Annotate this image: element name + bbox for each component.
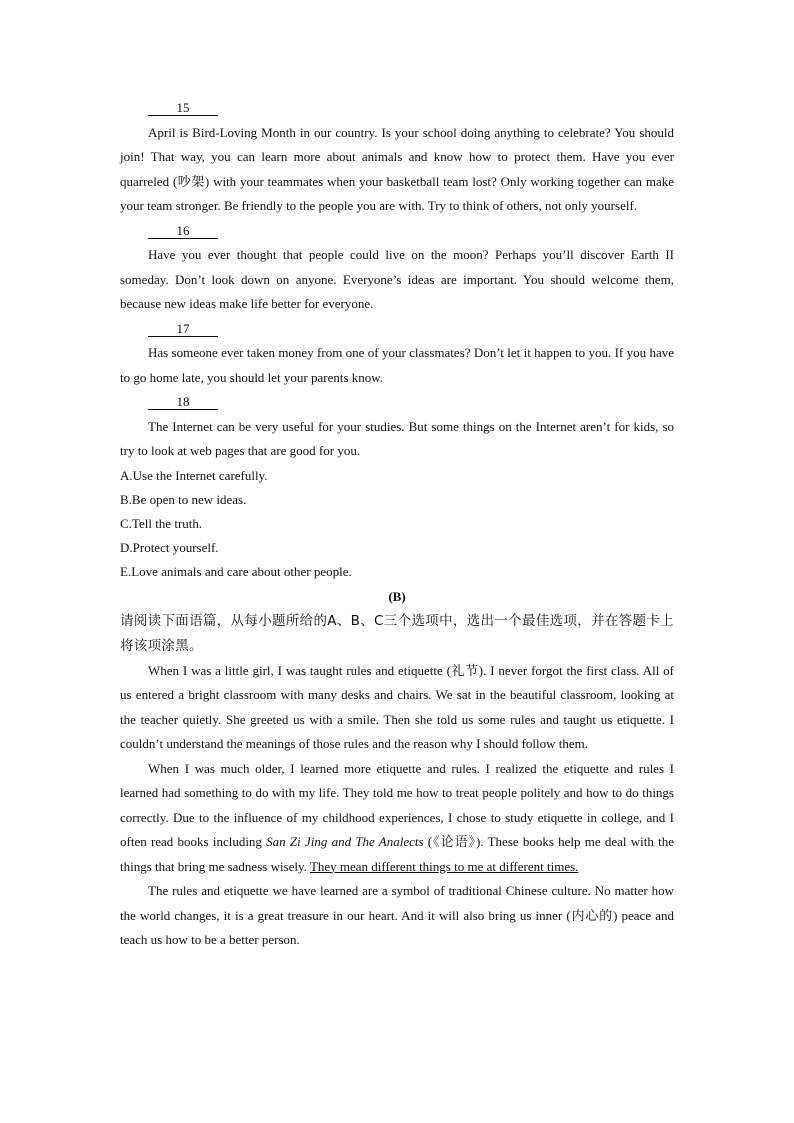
blank-number: 18 — [148, 395, 218, 410]
passage-paragraph-3: The rules and etiquette we have learned are a symbol of traditional Chinese culture. No matter how the world changes, it is a great treasure in our heart. And it will also bring us inner (内心的) peace and teach us how to be a better person. — [120, 883, 674, 948]
paragraph-16: Have you ever thought that people could live on the moon? Perhaps you’ll discover Earth II someday. Don’t look down on anyone. Everyone’s ideas are important. You should welcome them, because new ideas make life better for everyone. — [120, 247, 674, 311]
book-titles: San Zi Jing and The Analects — [266, 834, 424, 850]
passage-paragraph-1: When I was a little girl, I was taught rules and etiquette (礼节). I never forgot the first class. All of us entered a bright classroom with many desks and chairs. We sat in the beautiful classroom, looking at the teacher quietly. She greeted us with a smile. Then she told us some rules and taught us etiquette. I couldn’t understand the meanings of those rules and the reason why I should follow them. — [120, 662, 674, 752]
paragraph-18: The Internet can be very useful for your studies. But some things on the Internet aren’t for kids, so try to look at web pages that are good for you. — [120, 418, 674, 458]
blank-15[interactable] — [120, 96, 674, 121]
option-b: B.Be open to new ideas. — [120, 491, 247, 507]
blank-17[interactable] — [120, 317, 674, 342]
blank-number: 17 — [148, 322, 218, 337]
document-page — [120, 96, 674, 953]
blank-number: 15 — [148, 101, 218, 116]
blank-number: 16 — [148, 224, 218, 239]
option-e: E.Love animals and care about other people. — [120, 564, 352, 580]
passage-paragraph-2 — [120, 757, 674, 880]
paragraph-17: Has someone ever taken money from one of your classmates? Don’t let it happen to you. If you have to go home late, you should let your parents know. — [120, 345, 674, 385]
option-a: A.Use the Internet carefully. — [120, 467, 268, 483]
option-c: C.Tell the truth. — [120, 515, 203, 531]
blank-18[interactable] — [120, 390, 674, 415]
underlined-sentence: They mean different things to me at different times. — [309, 858, 579, 874]
blank-16[interactable] — [120, 219, 674, 244]
section-b-heading: (B) — [388, 588, 406, 604]
option-d: D.Protect yourself. — [120, 540, 219, 556]
p2-text-a: When I was much older, I learned more etiquette and rules. I realized the etiquette and rules I learned had something to do with my life. They told me how to treat people politely and how to do things correctly. Due to the influence of my childhood experiences, I chose to study etiquette in college, and I often read books including — [120, 760, 674, 850]
paragraph-15: April is Bird-Loving Month in our country. Is your school doing anything to celebrate? You should join! That way, you can learn more about animals and know how to protect them. Have you ever quarreled (吵架) with your teammates when your basketball team lost? Only working together can make your team stronger. Be friendly to the people you are with. Try to think of others, not only yourself. — [120, 124, 674, 213]
section-b-instruction: 请阅读下面语篇，从每小题所给的A、B、C三个选项中，选出一个最佳选项，并在答题卡上将该项涂黑。 — [120, 612, 674, 654]
p2-text-b: (《论语》). These books help me deal with the things that bring me sadness wisely. — [120, 834, 674, 874]
